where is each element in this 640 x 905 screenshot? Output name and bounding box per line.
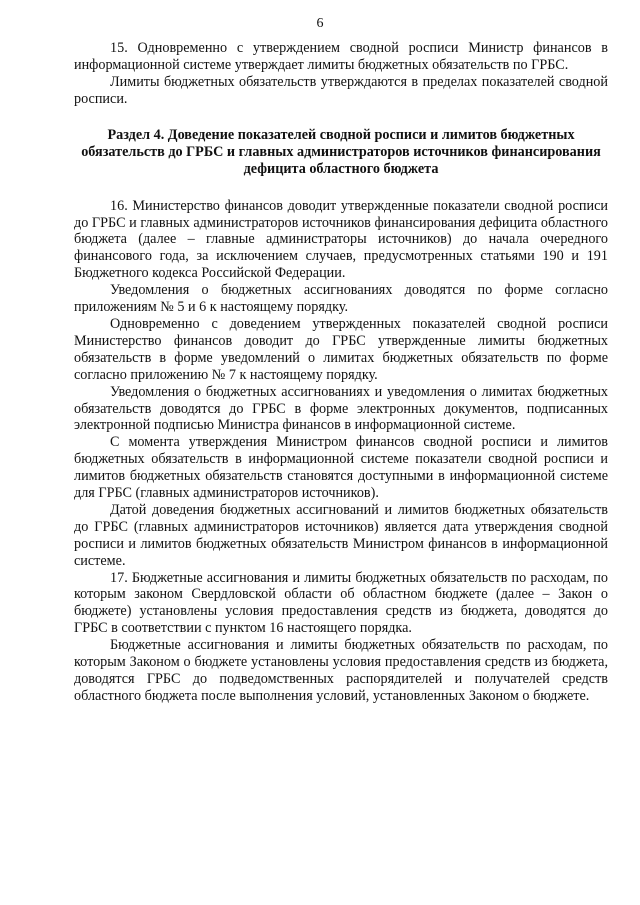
document-body bbox=[74, 40, 608, 705]
paragraph-delivery-date: Датой доведения бюджетных ассигнований и лимитов бюджетных обязательств до ГРБС (главных администраторов источников) является дата утверждения сводной росписи и лимитов бюджетных обязательств Министром финансов в информационной системе. bbox=[74, 501, 608, 569]
paragraph-17-conditions: Бюджетные ассигнования и лимиты бюджетных обязательств по расходам, по которым Законом о бюджете установлены условия предоставления средств из бюджета, доводятся ГРБС до подведомственных распорядителей и получателей средств областного бюджета после выполнения условий, установленных Законом о бюджете. bbox=[74, 637, 608, 704]
paragraph-17: 17. Бюджетные ассигнования и лимиты бюджетных обязательств по расходам, по которым законом Свердловской области об областном бюджете (далее – Закон о бюджете) установлены условия предоставления средств из бюджета, доводятся до ГРБС в соответствии с пунктом 16 настоящего порядка. bbox=[74, 569, 608, 637]
paragraph-notifications-forms: Уведомления о бюджетных ассигнованиях доводятся по форме согласно приложениям № 5 и 6 к настоящему порядку. bbox=[74, 282, 608, 316]
paragraph-16: 16. Министерство финансов доводит утвержденные показатели сводной росписи до ГРБС и главных администраторов источников финансирования дефицита областного бюджета (далее – главные администраторы источников) до начала очередного финансового года, за исключением случаев, предусмотренных статьями 190 и 191 Бюджетного кодекса Российской Федерации. bbox=[74, 197, 608, 282]
section-4-heading: Раздел 4. Доведение показателей сводной росписи и лимитов бюджетных обязательств до ГРБС и главных администраторов источников финансирования дефицита областного бюджета bbox=[81, 126, 601, 177]
paragraph-15: 15. Одновременно с утверждением сводной росписи Министр финансов в информационной системе утверждает лимиты бюджетных обязательств по ГРБС. bbox=[74, 40, 608, 73]
page-number: 6 bbox=[316, 16, 324, 31]
paragraph-electronic-documents: Уведомления о бюджетных ассигнованиях и уведомления о лимитах бюджетных обязательств доводятся до ГРБС в форме электронных документов, подписанных электронной подписью Министра финансов в информационной системе. bbox=[74, 383, 608, 434]
paragraph-limits-delivery: Одновременно с доведением утвержденных показателей сводной росписи Министерство финансов доводит до ГРБС утвержденные лимиты бюджетных обязательств в форме уведомлений о лимитах бюджетных обязательств по форме согласно приложению № 7 к настоящему порядку. bbox=[74, 315, 608, 383]
paragraph-availability: С момента утверждения Министром финансов сводной росписи и лимитов бюджетных обязательств в информационной системе показатели сводной росписи и лимитов бюджетных обязательств становятся доступными в информационной системе для ГРБС (главных администраторов источников). bbox=[74, 434, 608, 502]
paragraph-15-limits: Лимиты бюджетных обязательств утверждаются в пределах показателей сводной росписи. bbox=[74, 73, 608, 107]
